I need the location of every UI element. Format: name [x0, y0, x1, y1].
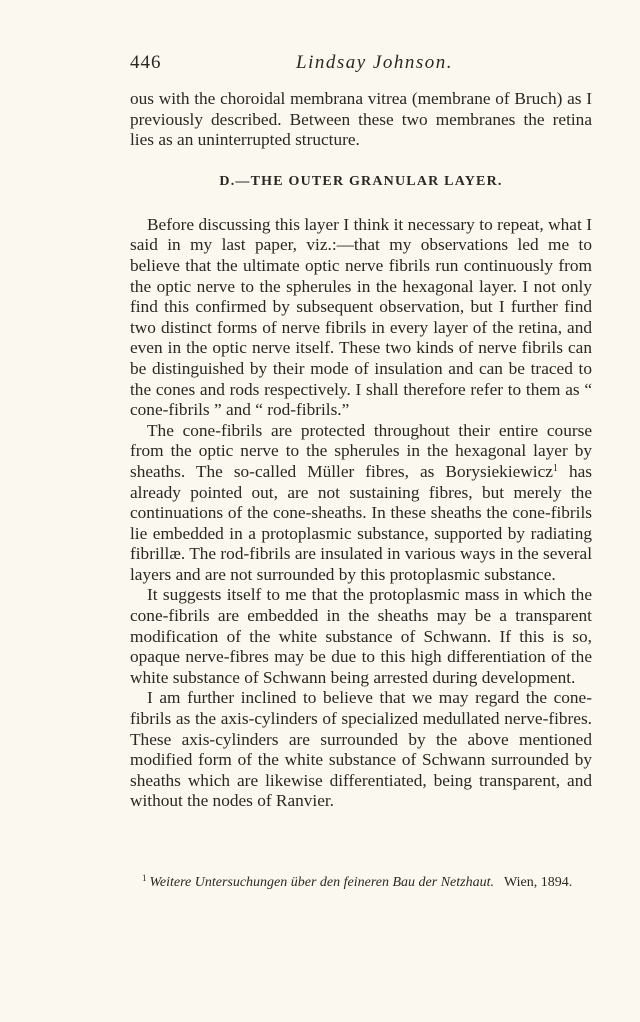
footnote	[142, 873, 592, 893]
body-text	[130, 89, 592, 812]
footnote-place: Wien, 1894.	[503, 875, 573, 890]
footnote-mark: 1	[142, 873, 147, 883]
running-head	[130, 52, 592, 78]
continuation-paragraph: ous with the choroidal membrana vitrea (membrane of Bruch) as I previously described. Between these two membranes the retina lies as an uninterrupted structure.	[130, 89, 592, 150]
paragraph-3: It suggests itself to me that the protoplasmic mass in which the cone-fibrils are embedded in the sheaths may be a transparent modification of the white substance of Schwann. If this is so, opaque nerve-fibres may be due to this high differentiation of the white substance of Schwann being arrested during development.	[130, 585, 592, 687]
running-title: Lindsay Johnson.	[296, 52, 453, 73]
page-number: 446	[130, 52, 162, 73]
footnote-reference: 1	[552, 462, 558, 474]
section-heading: D.—THE OUTER GRANULAR LAYER.	[219, 173, 503, 189]
paragraph-1: Before discussing this layer I think it necessary to repeat, what I said in my last paper, viz.:—that my observations led me to believe that the ultimate optic nerve fibrils run continuously from the optic nerve to the spherules in the hexagonal layer. I not only find this confirmed by subsequent observation, but I further find two distinct forms of nerve fibrils in every layer of the retina, and even in the optic nerve itself. These two kinds of nerve fibrils can be distinguished by their mode of insulation and can be traced to the cones and rods respectively. I shall therefore refer to them as “ cone-fibrils ” and “ rod-fibrils.”	[130, 214, 592, 420]
paragraph-2-text-b: has already pointed out, are not sustaining fibres, but merely the continuations of the cone-sheaths. In these sheaths the cone-fibrils lie embedded in a protoplasmic substance, supported by radiating fibrillæ. The rod-fibrils are insulated in various ways in the several layers and are not surrounded by this protoplasmic substance.	[130, 461, 592, 584]
footnote-title: Weitere Untersuchungen über den feineren Bau der Netzhaut.	[149, 875, 494, 890]
paragraph-4: I am further inclined to believe that we may regard the cone-fibrils as the axis-cylinders of specialized medullated nerve-fibres. These axis-cylinders are surrounded by the above mentioned modified form of the white substance of Schwann surrounded by sheaths which are likewise differentiated, being transparent, and without the nodes of Ranvier.	[130, 688, 592, 811]
paragraph-2	[130, 421, 592, 586]
paragraph-2-text-a: The cone-fibrils are protected throughout their entire course from the optic nerve to the spherules in the hexagonal layer by sheaths. The so-called Müller fibres, as Borysiekiewicz	[130, 420, 592, 481]
